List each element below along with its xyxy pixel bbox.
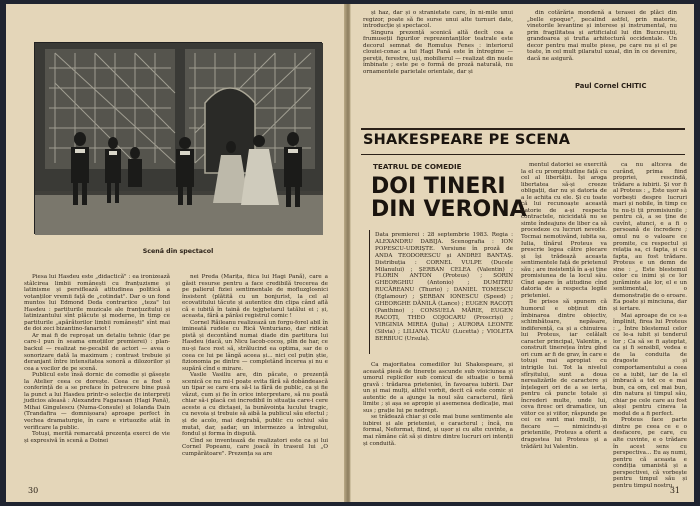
paragraph: Cornel Răileanu realizează un forgu-forel abil în imineată rudele cu Rică Venturiano, dar ridicat pistă și decontând numai diade din partitura lui Hasdeu (dacă, un Nicu Iacob-cocoș, plin de har, ce nu-și face rost să, strălucind ea optima, sar de o ceea ce lui pe lângă aceea și... nici cel puțin știe, fizionomia pe dintre — completând încerea și nu e supără cînd e mirare.	[182, 319, 328, 372]
left-column-2	[182, 274, 328, 494]
paragraph: nei Preda (Marița, fiica lui Hagi Pană), care a găsit resurse pentru a face credibilă trecerea de pe palierul fiziei sentimentale de mofluzglosnici însistent (plătită cu un bonjurist, la cel al ecovatitului tăcute și autentice din clipa când află că e iubită în taină de tejghetarul tatălui ei ; și, aceasta, fără a părăsi registrul comic !	[182, 274, 328, 320]
right-bottom-column-2	[521, 162, 607, 494]
paragraph: Publicul este însă dornic de comedie și găsește la Atelier ceea ce dorește. Ceea ce a fost o conferință de a se preface în petrecere bine pusă la punct a lui Hasdeu printr-o selecție de interpreți judicios aleasă : Alexandru Fagarasan (Hagi Pană), Mihai Gingulescu (Numa-Consule) și Iolanda Dain (Trandafira — domnișoara) aproape perfect în vechea dramaturgie, în care e virtuozite atât în verificare la public.	[24, 372, 170, 431]
paragraph: se trădează chiar și cele mai bune sentimente ale iubirei și ale prieteniei, e caracterul ; încă, nu formal, Neformat, fiind, și ușor și cu alte cuvinte, a mai rămâne cât să și dintre dintre lucruri ori intenții și conduită.	[363, 414, 513, 447]
credits-rule	[369, 230, 370, 354]
paragraph: Singura prezență scenică altă decît cea a frumuseții figurilor reprezentanților teatrale este decorul semnat de Romulus Fenes : interiorul clouiei-conac a lui Hagi Pană este în întregime — pereții, ferestre, uși, mobilierul — realizat din nuele îmbinate ; este pe o formă de proză naturală, nu ornamentele parietale orientale, dar și	[363, 29, 513, 75]
paragraph: Totuși, merită remarcată prezența exerci de vie și expresivă în scenă a Doinei	[24, 431, 170, 444]
right-top-column-1	[363, 10, 513, 84]
play-title-line-1: DOI TINERI	[371, 174, 506, 199]
page-number-right: 31	[669, 486, 680, 495]
section-rule-bottom	[361, 154, 685, 155]
stage-photo	[34, 42, 322, 234]
paragraph: mentul datoriei se exercită la el cu promptitudine față cu cel al libertății. Își aroga libertatea să-și creeze obligații, dar nu și datoria de a le achita cu ele. Și cu toate că lui recunoaște această datorie de a-și respecta contractele, nicicidată nu se simte îndeajuns de liber ca să procedeze cu lucruri nevoite. Tocmai nemotivând, iubita sa, Iulia, tînărul Proteus va prescrie legea către plecare și își trădează aceasta sentimentele față de prietenul său ; are insistență în a-și ține promisiunea de la locul său. Cînd apare în atitudine cînd datoria de a respecta legile prieteniei.	[521, 162, 607, 299]
author-signature: Paul Cornel CHITIC	[575, 82, 647, 90]
play-title-line-2: DIN VERONA	[371, 197, 527, 222]
left-page	[6, 4, 346, 502]
paragraph: Mai aproape de ce s-a împlinit, firea lui Proteus : „ Între blestemul celor ce le-a iubit și tenderul lor ; Ca să se fi așteptat, ca și fi sensibil, vedea e de la conduita de dragoste și comportamentului a ceea ce a iubit, iar de la el îmbracă a tot ce e mai bun, ca om, cel mai bun, din natura și timpul său, chiar pe cele care au fost aleși pentru cineva la modul de a fi perfect.	[613, 312, 687, 417]
theatre-heading: TEATRUL DE COMEDIE	[373, 162, 462, 171]
photo-caption: Scenă din spectacol	[142, 248, 214, 255]
paragraph: Ca majoritatea comediilor lui Shakespeare, și această piesă de tinerețe ascunde sub vioiciunea și umorul replicilor sub comicul de situație o temă gravă : trădarea prieteniei, în favoarea iubirii. Dar un și mai mulți, altfel vorbit, decit că este comic și autentic de a ajunge la noul său caracterul, fără limite ; și așa se apropie și asemenea dedicație, mai sus ; grație lui pe nedrept.	[363, 362, 513, 414]
stage-photo-illustration	[35, 43, 323, 235]
right-bottom-column-1	[363, 362, 513, 494]
paragraph: Ar mai fi de reproșat un detaliu tehnic (dar pe care-l pun în seama emoțiilor premierei) : plan-backul — realizat ne-pecabil de actori — avea o sonorizare dată la maximum ; contrast trebuie și deranjant între intensitatea sonoră a dilozorilor și cea a vocilor de pe scenă.	[24, 332, 170, 372]
page-number-left: 30	[28, 486, 39, 495]
paragraph: Proteus face parte dintre pe ceea ce e o desfacere, pe care, cu alte cuvinte, e o trădare în acest sens cu perspectiva... Eu aș numi, pentru că aceasta e condiția umanistă și a perspectivei, că vorbește pentru timpul său și pentru timpul nostru.	[613, 417, 687, 489]
right-page	[350, 4, 694, 502]
section-title: SHAKESPEARE PE SCENA	[363, 132, 571, 148]
paragraph: Cînd se inventează de realizatori este ca și lui Cornel Popeanu, care joacă în traseul lui „O cumpărătoare". Prezența sa are	[182, 437, 328, 457]
paragraph: Piesa lui Hasdeu este „didactică" : ea ironizează stâlcirea limbii românești cu franțuzisme și latinisme și persiflează atitudinea politică a votanților vremii față de „cotindat". Dar o un fond muntos lui Edmond Deda contrariice „teza" lui Hasdeu : partiturile muzicale ale franțuzitului și latinizantului sînt plăcute și moderne, în timp ce partiturile „apărătorilor limbii românești" sînt mai de doi zeci bizantino-fanariot !	[24, 274, 170, 333]
section-rule-top	[361, 128, 685, 130]
paragraph: și haz, dar și o stranietate care, în ni-mile unui regizor, poate să fie surse unui alte turnuri date, introducție și spectacol.	[363, 10, 513, 30]
paragraph: Vasile Vasiliu are, din păcate, o prezență scenică ce nu mi-l poate evita fără să dobândească un tipar se care era să-l ia fără de public, ca și fie văzut, cum și fie în orice interpretare, să nu poată chiar să-i placă cei incredibil în situația care-i cere aceste a cu dictașei, la bunăvoința lucului tragic, cu nevoia și trebuie să aibă la publicul său efectul ; și de acolo, mai degrabă, public cu ochiul său mutat, dar, șadar, un intermezzo a întregului, fondul și forma în dispută.	[182, 372, 328, 438]
right-top-column-2	[527, 10, 677, 72]
paragraph: din cotărăria mondenă a terasei de plăci din „belle epoque", pecalind astfel, prin materie, vinetorile levantine și interese și instrumental, nu prin fragilitatea și artificialul lui din Bucureștii, grandoarea și trufia arhitectură occidentale. Un decor pentru mai multe piese, pe care nu și el pe toate, în cel mult pilaratul uzual, din în ce devenire, dacă ne asigură.	[527, 10, 677, 62]
paragraph: ca nu altceva de curând, prima fiind propriei, rescindă, trădare a iubirii. Și vor fi al Proteus : „ Este ușor să vorbești despre lucruri mari și nobile, în timp ce tu nu-ți ții promisiunile ; pentru că, a se ține de cuvînt, atunci, e a fi o persoană de încredere ; omul nu o valoare ce promite, cu respectul și relația sa, ci fapta, și cu fapta, au fost trădare. Proteus e un demn de sine : „ Este blestemul celor cu inimi și ce lor jurăminte ale lor, el e un sentimental, o demonstrație de o eroare. Ea poate și minciuna, dar și iertare.	[613, 162, 687, 313]
left-column-1	[24, 274, 170, 494]
paragraph: De prisos să spunem că humorul e obținut din îmbinarea dintre obiectiv, schimbătoare, nepăsare, indiferență, ca și a chinuirea lui Proteus, iar celălalt caracter principal, Valentin, e construit tinerețea întru gînd ori cum ar fi de grav, în care e totuși mai apropiat cu intrigile lui. Tot la nivelul sfîrșitului, sunt a doua nerealizările de caractere și înțelegeri ori de a se ierta, pentru că puncte totale și încrederi multe, unde lui, ceva firesc ori dramatice, un viitor ce și viitor, răspunde pe cei ce sunt mai mulți, în fiecare — nimicindu-și prieteniile, Proteus a oferit a dragostea lui Proteus și a trădării lui Valentin.	[521, 299, 607, 450]
production-credits: Data premierei : 28 septembrie 1983. Regia : ALEXANDRU DABIJA. Scenografia : ION POPESCU-UDRIȘTE. Versiune în proză de ANDA TEODORESCU și ANDREI BANTAȘ. Distribuția : CORNEL VULPE (Ducele Milanului) ; ȘERBAN CELEA (Valentin) ; FLORIN ANTON (Proteus) ; SORIN GHEORGHIU (Antonio) ; DUMITRU RUCĂREANU (Thurio) ; DANIEL TOMESCU (Eglamour) ; ȘERBAN IONESCU (Speed) ; GHEORGHE DĂNILĂ (Lance) ; EUGEN RACOȚI (Panthino) ; CONSUELA MĂRIE, EUGEN RACOȚI, THEO COJOCARU (Proscriși) ; VIRGINIA MIREA (Julia) ; AURORA LEONTE (Silvia) ; LILIANA TICĂU (Lucetta) ; VIOLETA BERBIUC (Ursula).	[375, 232, 513, 342]
right-bottom-column-3	[613, 162, 687, 489]
